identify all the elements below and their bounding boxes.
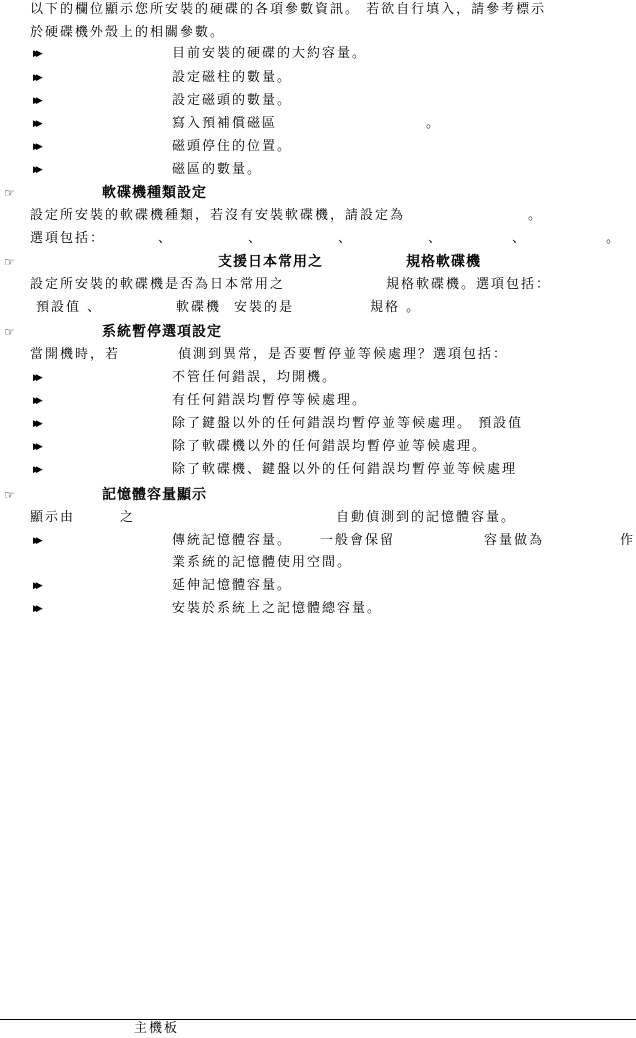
floppy-option-sep: 、: [428, 231, 444, 246]
bullet-icon: ▶▶: [33, 465, 39, 475]
memory-base-d: 作: [620, 533, 636, 548]
pointing-hand-icon: ☞: [4, 488, 17, 502]
halt-option: 不管任何錯誤，均開機。: [172, 370, 338, 385]
memory-total: 安裝於系統上之記憶體總容量。: [172, 601, 383, 616]
hdd-param-capacity: 目前安裝的硬碟的大約容量。: [172, 46, 368, 61]
memory-line-1-a: 顯示由: [30, 510, 76, 525]
bullet-icon: ▶▶: [33, 96, 39, 106]
pointing-hand-icon: ☞: [4, 186, 17, 200]
floppy3mode-line-1-a: 設定所安裝的軟碟機是否為日本常用之: [30, 277, 286, 292]
footer-rule: [0, 1019, 636, 1020]
bullet-icon: ▶▶: [33, 442, 39, 452]
hdd-param-cylinder: 設定磁柱的數量。: [172, 70, 293, 85]
memory-base-b: 一般會保留: [320, 533, 396, 548]
bullet-icon: ▶▶: [33, 419, 39, 429]
floppy-line-1: 設定所安裝的軟碟機種類，若沒有安裝軟碟機，請設定為: [30, 208, 406, 223]
bullet-icon: ▶▶: [33, 536, 39, 546]
floppy3mode-line-2-c: 安裝的是: [234, 300, 295, 315]
memory-line-1-b: 之: [120, 510, 136, 525]
halt-option: 有任何錯誤均暫停等候處理。: [172, 393, 368, 408]
floppy-option-sep: 、: [158, 231, 174, 246]
pointing-hand-icon: ☞: [4, 325, 17, 339]
floppy3mode-heading-a: 支援日本常用之: [218, 254, 323, 270]
bullet-icon: ▶▶: [33, 396, 39, 406]
halt-intro-b: 偵測到異常，是否要暫停並等候處理？選項包括：: [178, 347, 509, 362]
memory-line-1-c: 自動偵測到的記憶體容量。: [336, 510, 517, 525]
bullet-icon: ▶▶: [33, 165, 39, 175]
floppy-option-sep: 。: [606, 231, 622, 246]
footer-label: 主機板: [134, 1021, 180, 1036]
bullet-icon: ▶▶: [33, 373, 39, 383]
memory-base-a: 傳統記憶體容量。: [172, 533, 293, 548]
intro-line-1: 以下的欄位顯示您所安裝的硬碟的各項參數資訊。 若欲自行填入，請參考標示: [30, 2, 547, 17]
floppy-heading: 軟碟機種類設定: [102, 185, 207, 201]
floppy3mode-line-2-a: 預設值 、: [36, 300, 103, 315]
hdd-param-head: 設定磁頭的數量。: [172, 93, 293, 108]
bullet-icon: ▶▶: [33, 581, 39, 591]
floppy3mode-line-2-d: 規格 。: [370, 300, 422, 315]
floppy-line-1-tail: 。: [528, 208, 544, 223]
halt-option: 除了軟碟機以外的任何錯誤均暫停並等候處理。: [172, 439, 488, 454]
hdd-param-precomp: 寫入預補償磁區: [172, 116, 278, 131]
floppy-option-sep: 、: [512, 231, 528, 246]
memory-base-cont: 業系統的記憶體使用空間。: [172, 555, 353, 570]
hdd-param-landing: 磁頭停住的位置。: [172, 139, 293, 154]
halt-heading: 系統暫停選項設定: [102, 324, 222, 340]
bullet-icon: ▶▶: [33, 49, 39, 59]
bullet-icon: ▶▶: [33, 604, 39, 614]
floppy3mode-line-2-b: 軟碟機: [176, 300, 222, 315]
halt-intro-a: 當開機時，若: [30, 347, 121, 362]
floppy3mode-line-1-b: 規格軟碟機。選項包括：: [386, 277, 552, 292]
floppy-options-label: 選項包括：: [30, 231, 106, 246]
memory-extended: 延伸記憶體容量。: [172, 578, 293, 593]
hdd-param-precomp-tail: 。: [426, 116, 442, 131]
floppy3mode-heading-b: 規格軟碟機: [406, 254, 481, 270]
halt-option: 除了軟碟機、鍵盤以外的任何錯誤均暫停並等候處理: [172, 462, 518, 477]
intro-line-2: 於硬碟機外殼上的相關參數。: [30, 25, 226, 40]
bullet-icon: ▶▶: [33, 142, 39, 152]
pointing-hand-icon: ☞: [4, 255, 17, 269]
floppy-option-sep: 、: [248, 231, 264, 246]
floppy-option-sep: 、: [338, 231, 354, 246]
bullet-icon: ▶▶: [33, 73, 39, 83]
hdd-param-sector: 磁區的數量。: [172, 162, 263, 177]
memory-base-c: 容量做為: [484, 533, 545, 548]
memory-heading: 記憶體容量顯示: [102, 487, 207, 503]
halt-option: 除了鍵盤以外的任何錯誤均暫停並等候處理。 預設值: [172, 416, 524, 431]
bullet-icon: ▶▶: [33, 119, 39, 129]
